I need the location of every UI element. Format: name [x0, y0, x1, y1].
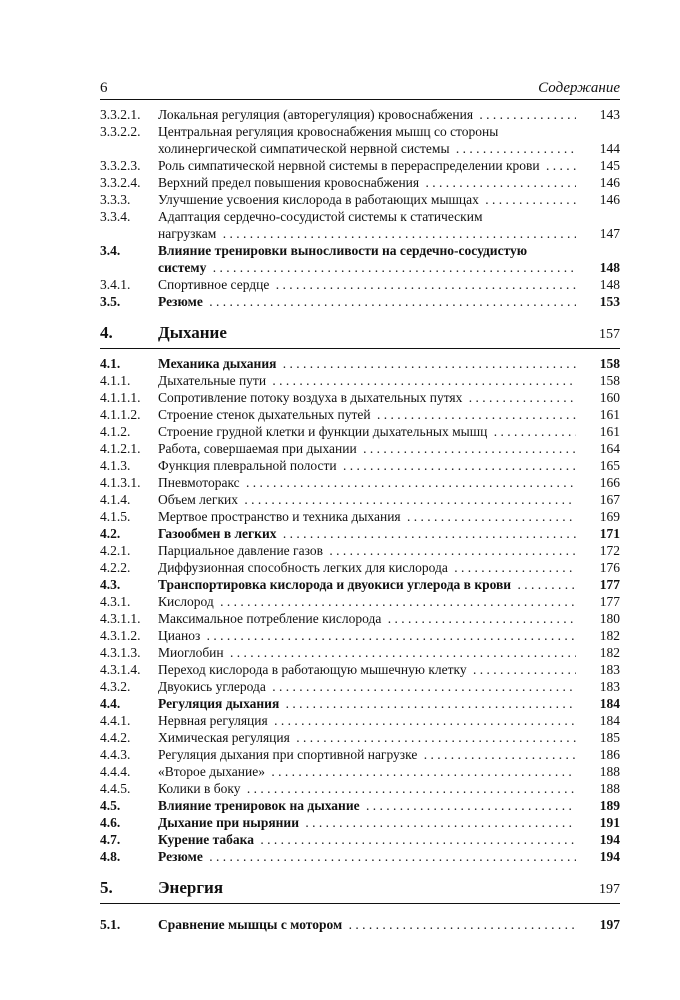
entry-title: Верхний предел повышения кровоснабжения [158, 175, 422, 190]
chapter-title-wrap [158, 322, 576, 344]
chapter-page: 197 [599, 882, 620, 897]
entry-title-wrap [158, 610, 576, 627]
entry-title: Строение грудной клетки и функции дыхательных мышц [158, 424, 490, 439]
entry-title-wrap [158, 542, 576, 559]
entry-title-wrap [158, 576, 576, 593]
dot-leader [206, 849, 576, 864]
toc-chapter-5[interactable] [100, 869, 620, 904]
entry-page: 148 [599, 277, 620, 292]
entry-title: Пневмоторакс [158, 475, 243, 490]
entry-number: 4.4.5. [100, 781, 131, 796]
entry-number: 4.1. [100, 356, 121, 371]
entry-number: 4.3.1. [100, 594, 131, 609]
entry-number: 3.4. [100, 243, 121, 258]
toc-entry[interactable] [100, 831, 620, 848]
dot-leader [217, 594, 576, 609]
dot-leader [209, 260, 576, 275]
page-number: 6 [100, 80, 108, 96]
entry-page: 184 [599, 696, 620, 711]
entry-number: 4.1.1.1. [100, 390, 141, 405]
toc-entry[interactable] [100, 661, 620, 678]
entry-number: 3.3.4. [100, 209, 131, 224]
dot-leader [374, 407, 576, 422]
entry-title: Диффузионная способность легких для кислорода [158, 560, 451, 575]
entry-title: Строение стенок дыхательных путей [158, 407, 374, 422]
toc-entry[interactable] [100, 123, 620, 157]
entry-title: Резюме [158, 294, 206, 309]
toc-entry[interactable] [100, 729, 620, 746]
entry-title: Двуокись углерода [158, 679, 269, 694]
entry-number: 4.4.4. [100, 764, 131, 779]
entry-number: 4.3.1.1. [100, 611, 141, 626]
entry-title: Курение табака [158, 832, 257, 847]
toc-section-chapter4 [100, 355, 620, 865]
entry-page: 177 [599, 594, 620, 609]
toc-entry[interactable] [100, 610, 620, 627]
dot-leader [243, 475, 576, 490]
entry-number: 4.1.3. [100, 458, 131, 473]
entry-number: 4.1.2. [100, 424, 131, 439]
entry-page: 184 [599, 713, 620, 728]
entry-number: 4.3.1.3. [100, 645, 141, 660]
entry-title: Газообмен в легких [158, 526, 280, 541]
entry-number: 3.3.2.4. [100, 175, 141, 190]
toc-entry[interactable] [100, 423, 620, 440]
toc-entry[interactable] [100, 457, 620, 474]
entry-number: 3.3.2.2. [100, 124, 141, 139]
entry-page: 186 [599, 747, 620, 762]
entry-number: 3.5. [100, 294, 121, 309]
entry-number: 4.1.1.2. [100, 407, 141, 422]
entry-number: 4.2. [100, 526, 121, 541]
entry-title: Транспортировка кислорода и двуокиси углерода в крови [158, 577, 514, 592]
entry-number: 4.5. [100, 798, 121, 813]
entry-number: 3.3.3. [100, 192, 131, 207]
entry-title-wrap [158, 661, 576, 678]
toc-entry[interactable] [100, 440, 620, 457]
dot-leader [404, 509, 576, 524]
entry-title-wrap [158, 644, 576, 661]
entry-number: 4.8. [100, 849, 121, 864]
entry-number: 4.6. [100, 815, 121, 830]
entry-page: 189 [599, 798, 620, 813]
entry-title: Парциальное давление газов [158, 543, 326, 558]
entry-number: 5.1. [100, 917, 121, 932]
entry-title-wrap [158, 389, 576, 406]
entry-title-wrap [158, 746, 576, 763]
toc-entry[interactable] [100, 780, 620, 797]
entry-page: 143 [599, 107, 620, 122]
toc-entry[interactable] [100, 174, 620, 191]
entry-page: 188 [599, 781, 620, 796]
entry-title: Влияние тренировки выносливости на сердечно-сосудистую [158, 243, 528, 258]
entry-title: Кислород [158, 594, 217, 609]
entry-number: 3.3.2.3. [100, 158, 141, 173]
entry-title-continuation: систему [158, 260, 209, 275]
entry-title-wrap [158, 208, 576, 242]
entry-page: 177 [599, 577, 620, 592]
entry-title: Регуляция дыхания при спортивной нагрузке [158, 747, 420, 762]
entry-title-wrap [158, 525, 576, 542]
entry-title-wrap [158, 559, 576, 576]
entry-number: 4.3. [100, 577, 121, 592]
entry-page: 148 [599, 260, 620, 275]
entry-title-wrap [158, 457, 576, 474]
entry-number: 4.1.5. [100, 509, 131, 524]
dot-leader [345, 917, 576, 932]
entry-title-continuation: нагрузкам [158, 226, 219, 241]
entry-page: 145 [599, 158, 620, 173]
entry-number: 4.2.2. [100, 560, 131, 575]
entry-title: Переход кислорода в работающую мышечную клетку [158, 662, 470, 677]
entry-page: 146 [599, 175, 620, 190]
dot-leader [451, 560, 576, 575]
entry-title-wrap [158, 440, 576, 457]
dot-leader [268, 764, 576, 779]
toc-entry[interactable] [100, 644, 620, 661]
toc-entry[interactable] [100, 746, 620, 763]
entry-page: 182 [599, 645, 620, 660]
entry-page: 194 [599, 832, 620, 847]
toc-entry[interactable] [100, 627, 620, 644]
toc-entry[interactable] [100, 576, 620, 593]
dot-leader [465, 390, 576, 405]
chapter-page: 157 [599, 327, 620, 342]
entry-title-wrap [158, 678, 576, 695]
dot-leader [302, 815, 576, 830]
dot-leader [420, 747, 576, 762]
entry-title-continuation: холинергической симпатической нервной системы [158, 141, 453, 156]
entry-title-wrap [158, 729, 576, 746]
running-title: Содержание [538, 80, 620, 96]
entry-title-wrap [158, 763, 576, 780]
toc-entry[interactable] [100, 389, 620, 406]
entry-page: 153 [599, 294, 620, 309]
entry-title-wrap [158, 593, 576, 610]
entry-number: 4.1.3.1. [100, 475, 141, 490]
entry-title: Локальная регуляция (авторегуляция) кровоснабжения [158, 107, 476, 122]
toc-entry[interactable] [100, 712, 620, 729]
dot-leader [279, 356, 576, 371]
entry-title: Объем легких [158, 492, 241, 507]
entry-page: 165 [599, 458, 620, 473]
entry-title-wrap [158, 276, 576, 293]
entry-title: Работа, совершаемая при дыхании [158, 441, 360, 456]
entry-number: 4.1.4. [100, 492, 131, 507]
header-rule [100, 99, 620, 100]
entry-title-wrap [158, 372, 576, 389]
dot-leader [514, 577, 576, 592]
entry-title: Регуляция дыхания [158, 696, 282, 711]
entry-page: 169 [599, 509, 620, 524]
dot-leader [227, 645, 576, 660]
entry-title: Химическая регуляция [158, 730, 293, 745]
toc-entry[interactable] [100, 559, 620, 576]
entry-title-wrap [158, 474, 576, 491]
dot-leader [453, 141, 576, 156]
dot-leader [384, 611, 576, 626]
toc-entry[interactable] [100, 293, 620, 310]
toc-entry[interactable] [100, 191, 620, 208]
toc-entry[interactable] [100, 106, 620, 123]
toc-entry[interactable] [100, 157, 620, 174]
entry-title: Сравнение мышцы с мотором [158, 917, 345, 932]
entry-page: 183 [599, 662, 620, 677]
dot-leader [490, 424, 576, 439]
dot-leader [422, 175, 576, 190]
entry-title: Адаптация сердечно-сосудистой системы к статическим [158, 209, 483, 224]
dot-leader [269, 373, 576, 388]
entry-title: Резюме [158, 849, 206, 864]
toc-section-chapter3 [100, 106, 620, 310]
dot-leader [482, 192, 576, 207]
entry-title-wrap [158, 355, 576, 372]
entry-title-wrap [158, 627, 576, 644]
entry-title: Мертвое пространство и техника дыхания [158, 509, 404, 524]
entry-page: 197 [599, 917, 620, 932]
entry-title-wrap [158, 848, 576, 865]
entry-title: Нервная регуляция [158, 713, 271, 728]
dot-leader [269, 679, 576, 694]
entry-page: 146 [599, 192, 620, 207]
entry-title: Миоглобин [158, 645, 227, 660]
entry-title: Сопротивление потоку воздуха в дыхательных путях [158, 390, 465, 405]
toc-chapter-4[interactable] [100, 314, 620, 349]
dot-leader [340, 458, 576, 473]
entry-page: 144 [599, 141, 620, 156]
toc-entry[interactable] [100, 542, 620, 559]
entry-title-wrap [158, 423, 576, 440]
entry-title-line2-wrap [158, 259, 576, 276]
toc-entry[interactable] [100, 242, 620, 276]
dot-leader [272, 277, 576, 292]
entry-title-wrap [158, 916, 576, 933]
toc-entry[interactable] [100, 763, 620, 780]
dot-leader [271, 713, 576, 728]
entry-title-wrap [158, 508, 576, 525]
entry-number: 4.1.2.1. [100, 441, 141, 456]
entry-number: 4.4. [100, 696, 121, 711]
entry-page: 183 [599, 679, 620, 694]
dot-leader [257, 832, 576, 847]
dot-leader [363, 798, 576, 813]
toc-entry[interactable] [100, 525, 620, 542]
entry-page: 191 [599, 815, 620, 830]
entry-page: 167 [599, 492, 620, 507]
entry-title-wrap [158, 831, 576, 848]
chapter-number: 4. [100, 323, 113, 342]
toc-entry[interactable] [100, 593, 620, 610]
entry-number: 3.3.2.1. [100, 107, 141, 122]
chapter-title: Энергия [158, 878, 227, 897]
toc-entry[interactable] [100, 814, 620, 831]
table-of-contents [100, 106, 620, 933]
toc-entry[interactable] [100, 491, 620, 508]
entry-title-wrap [158, 780, 576, 797]
entry-page: 147 [599, 226, 620, 241]
toc-entry[interactable] [100, 406, 620, 423]
dot-leader [280, 526, 577, 541]
entry-title: Механика дыхания [158, 356, 279, 371]
entry-title-wrap [158, 242, 576, 276]
dot-leader [241, 492, 576, 507]
entry-number: 4.1.1. [100, 373, 131, 388]
entry-title-wrap [158, 712, 576, 729]
entry-title: Улучшение усвоения кислорода в работающих мышцах [158, 192, 482, 207]
entry-number: 4.4.2. [100, 730, 131, 745]
entry-title-wrap [158, 293, 576, 310]
entry-page: 166 [599, 475, 620, 490]
entry-title-line2-wrap [158, 225, 576, 242]
entry-page: 161 [599, 407, 620, 422]
toc-entry[interactable] [100, 508, 620, 525]
entry-title: Влияние тренировок на дыхание [158, 798, 363, 813]
entry-number: 4.4.1. [100, 713, 131, 728]
entry-page: 158 [599, 373, 620, 388]
dot-leader [203, 628, 576, 643]
entry-page: 158 [599, 356, 620, 371]
entry-title-wrap [158, 106, 576, 123]
entry-title-wrap [158, 695, 576, 712]
entry-page: 182 [599, 628, 620, 643]
entry-page: 176 [599, 560, 620, 575]
dot-leader [326, 543, 576, 558]
toc-entry[interactable] [100, 474, 620, 491]
running-header [100, 78, 620, 98]
entry-number: 3.4.1. [100, 277, 131, 292]
entry-title-wrap [158, 174, 576, 191]
toc-entry[interactable] [100, 916, 620, 933]
entry-title: Центральная регуляция кровоснабжения мышц со стороны [158, 124, 499, 139]
toc-entry[interactable] [100, 797, 620, 814]
dot-leader [219, 226, 576, 241]
entry-title-wrap [158, 814, 576, 831]
entry-title: Функция плевральной полости [158, 458, 340, 473]
entry-title: Максимальное потребление кислорода [158, 611, 384, 626]
entry-page: 164 [599, 441, 620, 456]
entry-number: 4.3.1.4. [100, 662, 141, 677]
entry-title-wrap [158, 157, 576, 174]
entry-page: 161 [599, 424, 620, 439]
toc-entry[interactable] [100, 678, 620, 695]
entry-page: 188 [599, 764, 620, 779]
entry-number: 4.3.1.2. [100, 628, 141, 643]
toc-entry[interactable] [100, 695, 620, 712]
entry-page: 171 [599, 526, 620, 541]
toc-entry[interactable] [100, 355, 620, 372]
entry-page: 172 [599, 543, 620, 558]
entry-title-wrap [158, 797, 576, 814]
dot-leader [244, 781, 576, 796]
toc-entry[interactable] [100, 848, 620, 865]
chapter-title-wrap [158, 877, 576, 899]
dot-leader [206, 294, 576, 309]
entry-title-wrap [158, 406, 576, 423]
toc-entry[interactable] [100, 372, 620, 389]
entry-title-wrap [158, 191, 576, 208]
dot-leader [470, 662, 576, 677]
dot-leader [360, 441, 576, 456]
entry-page: 180 [599, 611, 620, 626]
entry-title-wrap [158, 491, 576, 508]
entry-number: 4.7. [100, 832, 121, 847]
entry-title: Дыхание при нырянии [158, 815, 302, 830]
dot-leader [282, 696, 576, 711]
entry-page: 160 [599, 390, 620, 405]
toc-section-chapter5 [100, 916, 620, 933]
entry-title: Дыхательные пути [158, 373, 269, 388]
entry-page: 194 [599, 849, 620, 864]
entry-title: Цианоз [158, 628, 203, 643]
chapter-title: Дыхание [158, 323, 231, 342]
entry-title-line2-wrap [158, 140, 576, 157]
chapter-number: 5. [100, 878, 113, 897]
entry-title: Роль симпатической нервной системы в перераспределении крови [158, 158, 543, 173]
dot-leader [293, 730, 576, 745]
dot-leader [543, 158, 576, 173]
entry-number: 4.4.3. [100, 747, 131, 762]
entry-title: Колики в боку [158, 781, 244, 796]
entry-number: 4.3.2. [100, 679, 131, 694]
dot-leader [476, 107, 576, 122]
toc-entry[interactable] [100, 208, 620, 242]
entry-number: 4.2.1. [100, 543, 131, 558]
toc-entry[interactable] [100, 276, 620, 293]
entry-title: Спортивное сердце [158, 277, 272, 292]
entry-page: 185 [599, 730, 620, 745]
entry-title: «Второе дыхание» [158, 764, 268, 779]
entry-title-wrap [158, 123, 576, 157]
